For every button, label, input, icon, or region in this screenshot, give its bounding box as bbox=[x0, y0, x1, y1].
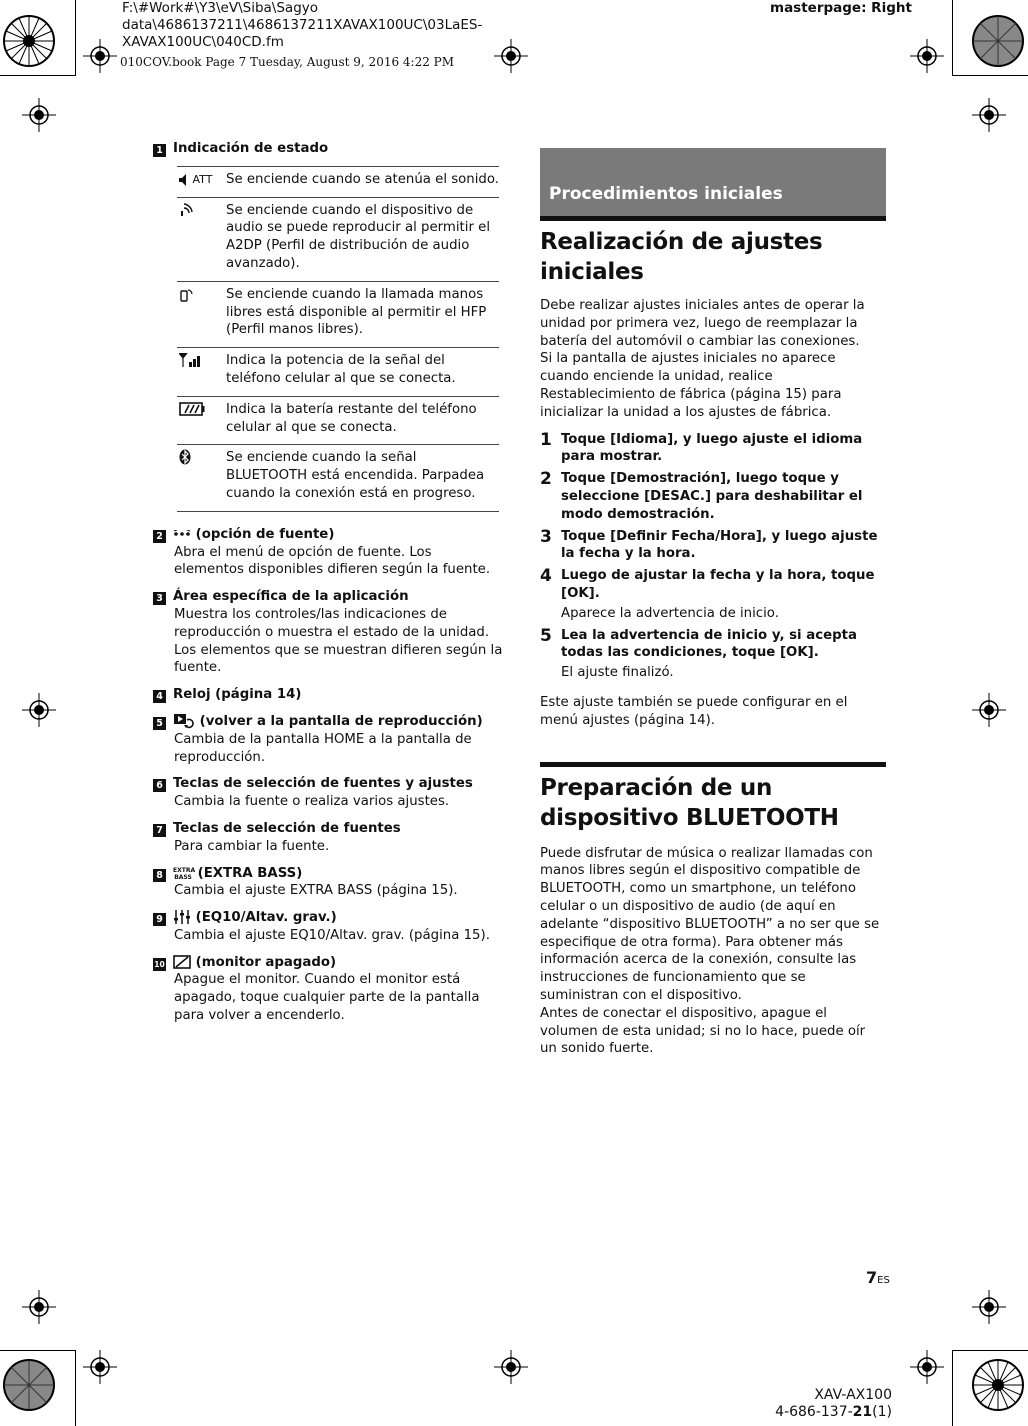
item-number: 10 bbox=[154, 959, 165, 969]
status-icon-table bbox=[177, 166, 499, 512]
item-number: 7 bbox=[153, 824, 166, 837]
signal-strength-icon bbox=[179, 353, 201, 367]
item-number: 9 bbox=[153, 913, 166, 926]
monitor-off-icon bbox=[173, 955, 191, 969]
table-row: Indica la batería restante del teléfono celular al que se conecta. bbox=[177, 396, 499, 445]
left-column bbox=[153, 140, 503, 1034]
table-row: ATT Se enciende cuando se atenúa el sonido. bbox=[177, 166, 499, 197]
item-number: 3 bbox=[153, 592, 166, 605]
registration-mark-icon bbox=[83, 39, 117, 73]
item-source-option: 2 (opción de fuente) Abra el menú de opción de fuente. Los elementos disponibles difieren según la fuente. bbox=[153, 526, 503, 579]
model-info: XAV-AX100 4-686-137-21(1) bbox=[775, 1387, 892, 1420]
section-banner: Procedimientos iniciales bbox=[540, 148, 886, 221]
item-extra-bass: 8 EXTRA BASS (EXTRA BASS) Cambia el ajuste EXTRA BASS (página 15). bbox=[153, 865, 503, 901]
paragraph: Este ajuste también se puede configurar en el menú ajustes (página 14). bbox=[540, 694, 848, 728]
item-app-area: 3 Área específica de la aplicación Muestra los controles/las indicaciones de reproducción o muestra el estado de la unidad. Los elementos que se muestran difieren según la fuente. bbox=[153, 588, 503, 677]
step: 3 Toque [Definir Fecha/Hora], y luego ajuste la fecha y la hora. bbox=[540, 526, 878, 562]
registration-mark-icon bbox=[22, 1290, 56, 1324]
step: 5 Lea la advertencia de inicio y, si acepta todas las condiciones, toque [OK]. El ajuste finalizó. bbox=[540, 625, 857, 681]
back-to-playback-icon bbox=[173, 713, 195, 729]
item-number: 1 bbox=[153, 144, 166, 157]
steps-list bbox=[540, 431, 886, 682]
battery-icon bbox=[179, 402, 205, 416]
heading-bluetooth-prep: Preparación de un dispositivo BLUETOOTH bbox=[540, 774, 839, 831]
item-number: 8 bbox=[153, 869, 166, 882]
right-column bbox=[540, 148, 886, 1067]
item-clock: 4 Reloj (página 14) bbox=[153, 686, 503, 704]
registration-mark-icon bbox=[494, 1350, 528, 1384]
item-source-settings-keys: 6 Teclas de selección de fuentes y ajustes Cambia la fuente o realiza varios ajustes. bbox=[153, 775, 503, 811]
file-path-header: F:\#Work#\Y3\eV\Siba\Sagyo data\4686137211\4686137211XAVAX100UC\03LaES- XAVAX100UC\040CD.fm bbox=[122, 0, 483, 50]
paragraph: Puede disfrutar de música o realizar llamadas con manos libres según el dispositivo compatible de BLUETOOTH, como un smartphone, un teléfono celular o un dispositivo de audio (de aquí en adelante “dispositivo BLUETOOTH” a no ser que se especifique de otra forma). Para obtener más información acerca de la conexión, consulte las instrucciones de funcionamiento que se suministran con el dispositivo. Antes de conectar el dispositivo, apague el volumen de esta unidad; si no lo hace, puede oír un sonido fuerte. bbox=[540, 845, 880, 1057]
heading-initial-settings: Realización de ajustes iniciales bbox=[540, 229, 823, 285]
item-status-indication: 1 Indicación de estado ATT Se enciende cuando se atenúa el sonido. Se enciende cuando el dispositivo de audio se puede reproducir al permitir el A2DP (Perfil de distribución de audio avanzado). Se enciende cuando la llamada manos libres está disponible al permitir el HFP (Perfil manos libres). Indica la potencia de la señal del teléfono celular al que se conecta. Indica la batería restante del teléfono celular al que se conecta. Se enciende cuando la señal BLUETOOTH está encendida. Parpadea cuando la conexión está en progreso. bbox=[153, 140, 503, 512]
more-options-icon bbox=[173, 530, 191, 538]
book-stamp: 010COV.book Page 7 Tuesday, August 9, 2016 4:22 PM bbox=[120, 55, 455, 69]
registration-mark-icon bbox=[972, 1290, 1006, 1324]
registration-mark-icon bbox=[910, 1350, 944, 1384]
item-number: 4 bbox=[153, 690, 166, 703]
registration-mark-icon bbox=[22, 693, 56, 727]
masterpage-label: masterpage: Right bbox=[770, 0, 912, 16]
item-eq10: 9 (EQ10/Altav. grav.) Cambia el ajuste EQ10/Altav. grav. (página 15). bbox=[153, 909, 503, 945]
table-row: Se enciende cuando el dispositivo de audio se puede reproducir al permitir el A2DP (Perfil de distribución de audio avanzado). bbox=[177, 197, 499, 281]
equalizer-icon bbox=[173, 910, 191, 924]
registration-mark-icon bbox=[83, 1350, 117, 1384]
audio-stream-icon bbox=[179, 202, 193, 218]
page-number: 7ES bbox=[866, 1268, 890, 1287]
table-row: Se enciende cuando la llamada manos libres está disponible al permitir el HFP (Perfil manos libres). bbox=[177, 281, 499, 347]
step: 4 Luego de ajustar la fecha y la hora, toque [OK]. Aparece la advertencia de inicio. bbox=[540, 566, 875, 621]
table-row: Se enciende cuando la señal BLUETOOTH está encendida. Parpadea cuando la conexión está en progreso. bbox=[177, 445, 499, 511]
color-rosette-icon bbox=[971, 14, 1025, 68]
item-number: 2 bbox=[153, 530, 166, 543]
item-number: 6 bbox=[153, 779, 166, 792]
color-rosette-icon bbox=[2, 1358, 56, 1412]
step: 2 Toque [Demostración], luego toque y seleccione [DESAC.] para deshabilitar el modo demostración. bbox=[540, 469, 863, 522]
registration-mark-icon bbox=[494, 39, 528, 73]
handsfree-icon bbox=[179, 286, 193, 302]
color-rosette-icon bbox=[2, 14, 56, 68]
item-number: 5 bbox=[153, 717, 166, 730]
step: 1 Toque [Idioma], y luego ajuste el idioma para mostrar. bbox=[540, 429, 863, 465]
registration-mark-icon bbox=[22, 98, 56, 132]
registration-mark-icon bbox=[972, 693, 1006, 727]
registration-mark-icon bbox=[972, 98, 1006, 132]
section-divider bbox=[540, 762, 886, 767]
item-source-keys: 7 Teclas de selección de fuentes Para cambiar la fuente. bbox=[153, 820, 503, 856]
table-row: Indica la potencia de la señal del teléfono celular al que se conecta. bbox=[177, 348, 499, 397]
paragraph: Debe realizar ajustes iniciales antes de operar la unidad por primera vez, luego de reemplazar la batería del automóvil o cambiar las conexiones. Si la pantalla de ajustes iniciales no aparece cuando enciende la unidad, realice Restablecimiento de fábrica (página 15) para inicializar la unidad a los ajustes de fábrica. bbox=[540, 298, 865, 420]
attenuate-icon: ATT bbox=[179, 173, 212, 186]
registration-mark-icon bbox=[910, 39, 944, 73]
bluetooth-icon bbox=[179, 449, 191, 465]
item-back-to-playback: 5 (volver a la pantalla de reproducción) Cambia de la pantalla HOME a la pantalla de reproducción. bbox=[153, 713, 503, 766]
color-rosette-icon bbox=[971, 1358, 1025, 1412]
extra-bass-icon: EXTRA BASS bbox=[173, 866, 196, 881]
item-monitor-off: 10 (monitor apagado) Apague el monitor. Cuando el monitor está apagado, toque cualquier parte de la pantalla para volver a encenderlo. bbox=[154, 954, 480, 1024]
